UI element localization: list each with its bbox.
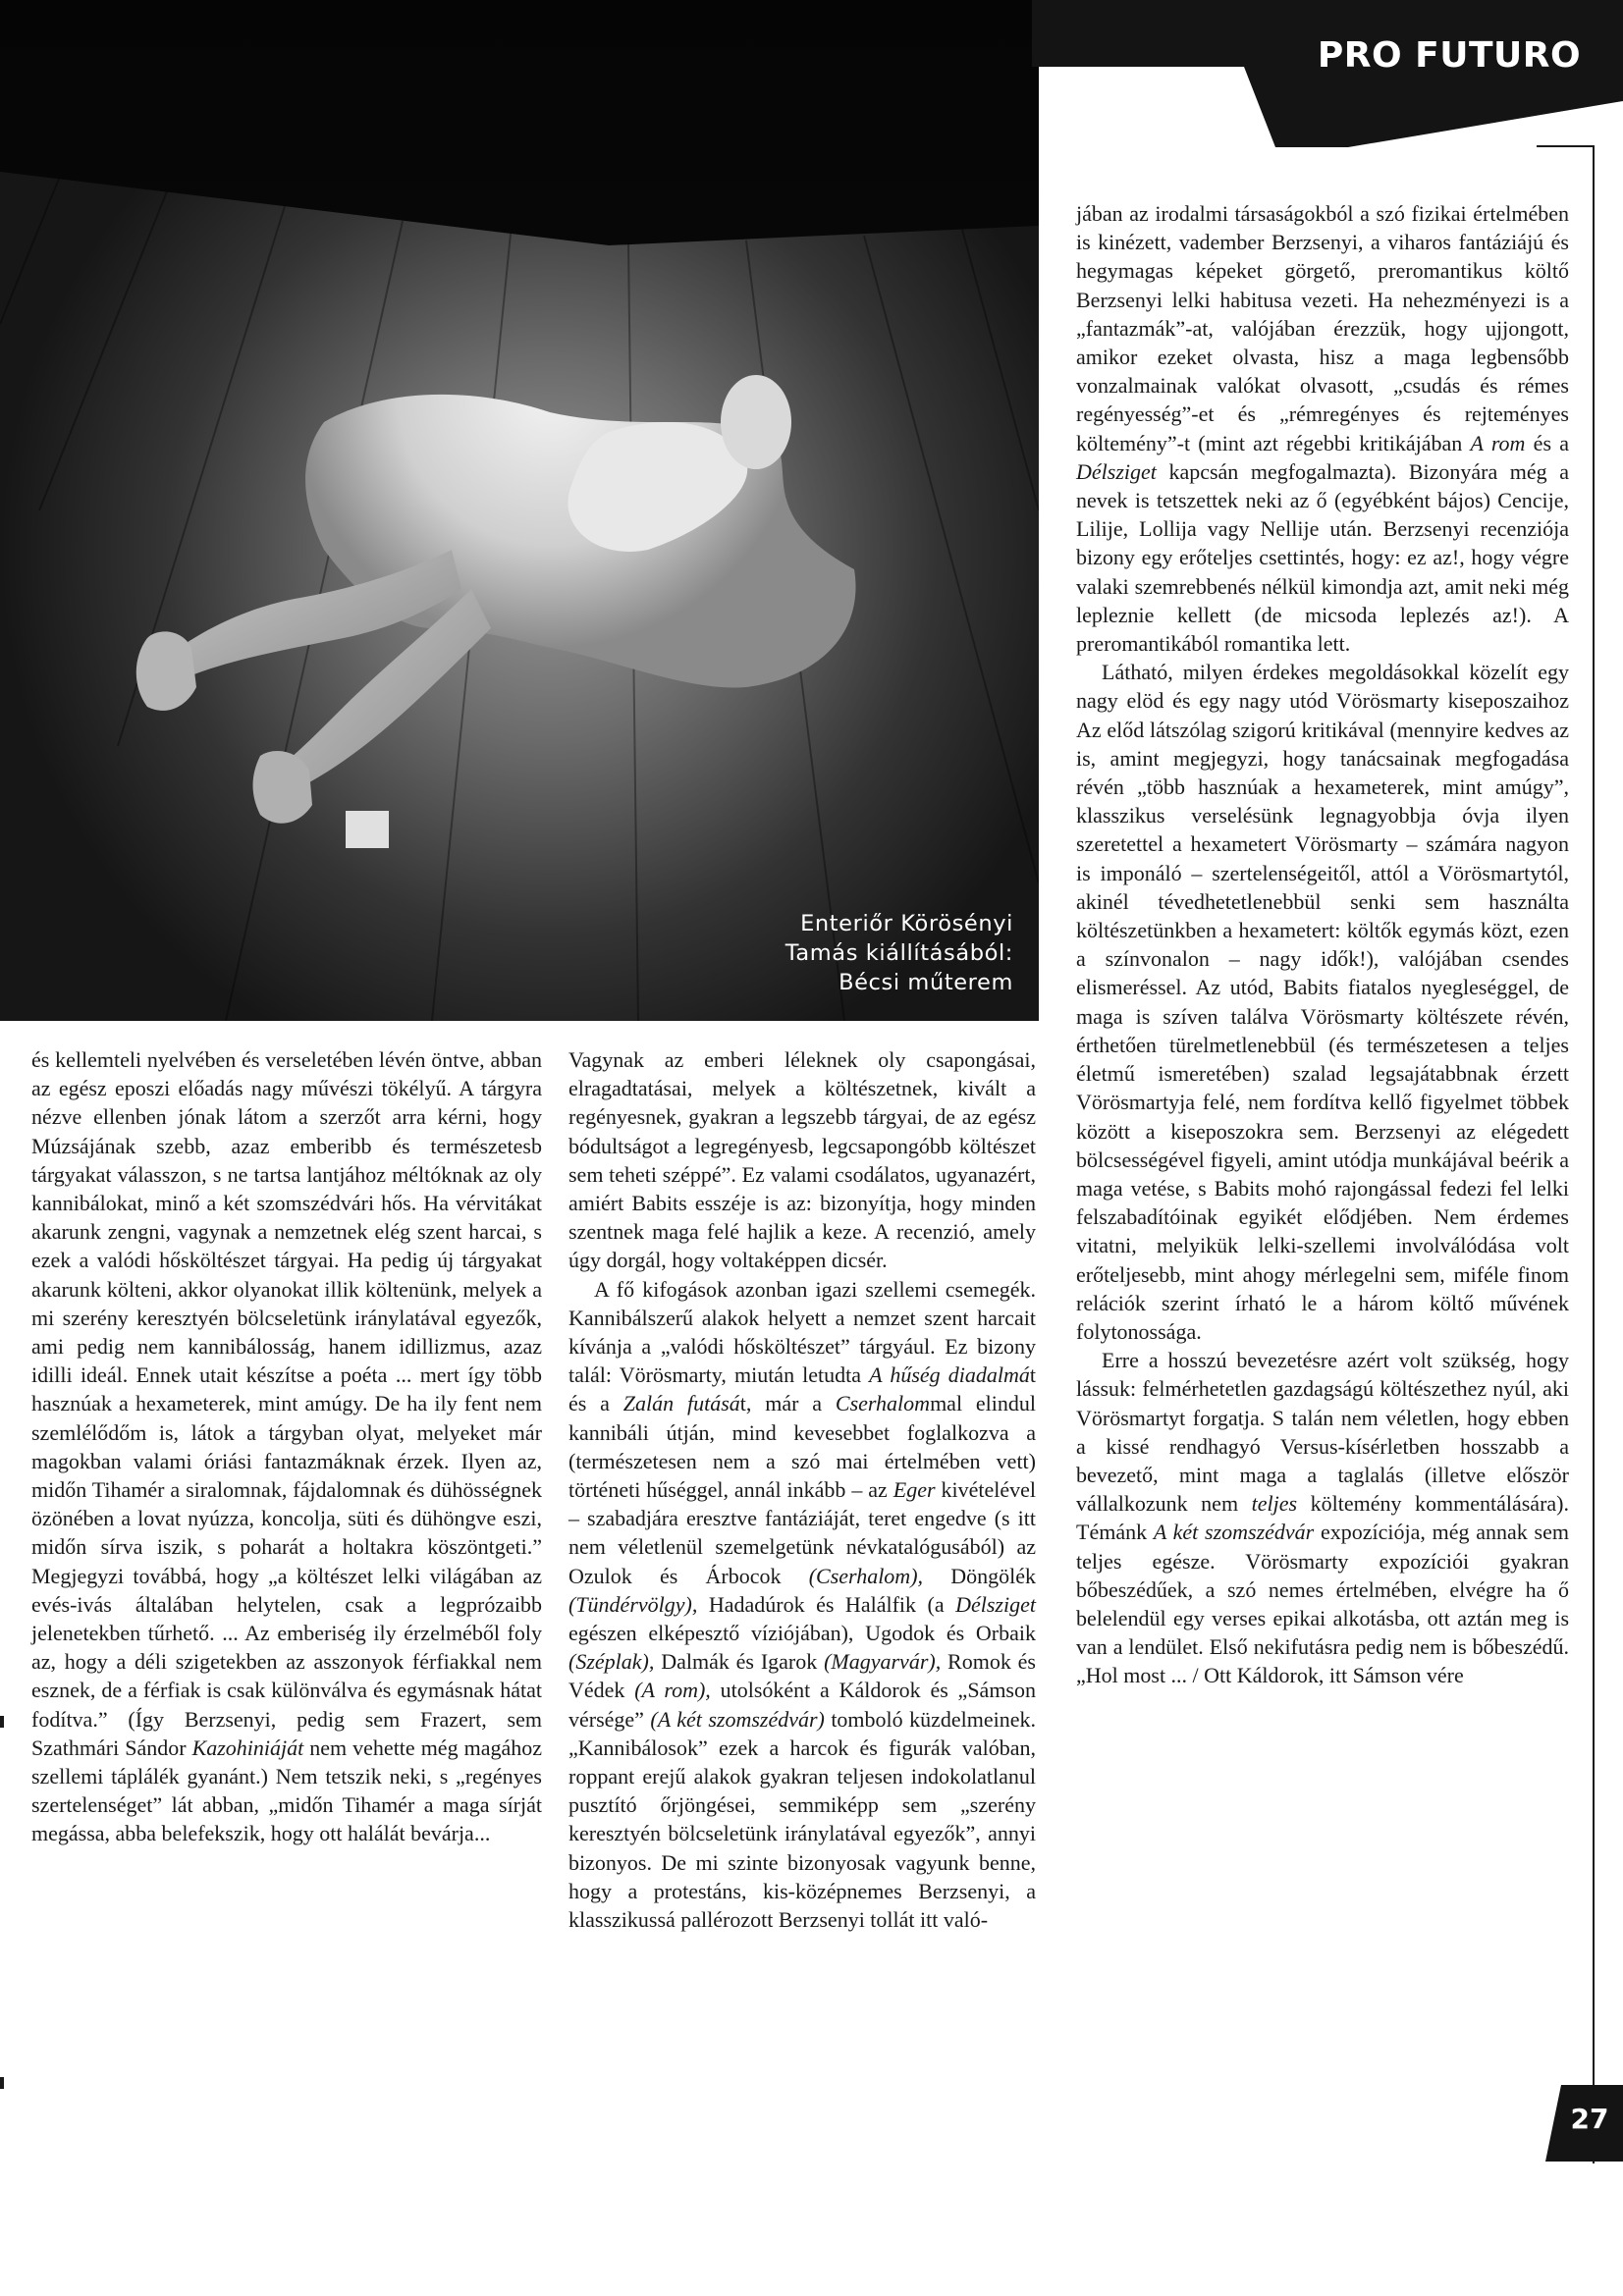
paragraph	[1076, 658, 1569, 1346]
text-run: egészen elképesztő víziójában), Ugodok és Orbaik	[568, 1621, 1036, 1646]
text-run: Látható, milyen érdekes megoldásokkal közelít egy nagy elöd és egy nagy utód Vörösmarty kiseposzaihoz Az előd látszólag szigorú kritikával (mennyire kedves az is, amint megjegyzi, hogy tanácsainak megfogadása révén „több hasznúak a hexameterek, mint amúgy”, klasszikus verselésünk legnagyobbja óvja ilyen szeretettel a hexametert Vörösmarty – számára nagyon is imponáló – szertelenségeitől, attól a Vörösmartytól, akinél tévedhetetlenebbül senki sem használta költészetünkben a hexametert: költők egymás közt, ezen a színvonalon – nagy idők!), valójában csendes elismeréssel. Az utód, Babits fiatalos nyegleséggel, de maga is szíven találva Vörösmarty költészete révén, érthetően türelmetlenebbül (és természetesen a teljes életmű ismeretében) szalad legsajátabbnak érzett Vörösmartyja felé, nem fordítva kellő figyelmet többek között a kiseposzokra sem. Berzsenyi az elégedett bölcsességével figyeli, amint utódja munkájával beérik a maga vetése, s Babits mohó rajongással fedezi fel lelki felszabadítóinak egyikét elődjében. Nem érdemes vitatni, melyikük lelki-szellemi involválódása volt erőteljesebb, mint ahogy mérlegelni sem, miféle finom relációk szerint írható le a három költő művének folytonossága.	[1076, 660, 1569, 1344]
text-run: Hadadúrok és Halálfik (a	[697, 1591, 956, 1617]
text-run: Vagynak az emberi léleknek oly csapongásai, elragadtatásai, melyek a költészetnek, kivált a regényesnek, gyakran a legszebb tárgyai, de az egész bódultságot a legregényesb, legcsapongóbb költészet sem teheti széppé”. Ez valami csodálatos, ugyanazért, amiért Babits esszéje is az: bizonyítja, hogy minden szentnek maga felé hajlik a keze. A recenzió, amely úgy dorgál, hogy voltaképpen dicsér.	[568, 1047, 1036, 1273]
caption-line: Tamás kiállításából:	[784, 940, 1013, 966]
caption-line: Enteriőr Körösényi	[800, 911, 1013, 936]
text-run: tomboló küzdelmeinek. „Kannibálosok” ezek a harcok és figurák valóban, roppant erejű alakok gyakran teljesen indokolatlanul pusztító őrjöngései, semmiképp sem „szerény keresztyén bölcseletünk iránylatával egyezők”, annyi bizonyos. De mi szinte bizonyosak vagyunk benne, hogy a protestáns, kis-középnemes Berzsenyi, a klasszikussá pallérozott Berzsenyi tollát itt való-	[568, 1706, 1037, 1933]
photo-caption	[785, 909, 1013, 997]
text-run: jában az irodalmi társaságokból a szó fizikai értelmében is kinézett, vadember Berzsenyi, a viharos fantáziájú és hegymagas képeket görgető, preromantikus költő Berzsenyi lelki habitusa vezeti. Ha nehezményezi is a „fantazmák”-at, valójában érezzük, hogy ujjongott, amikor ezeket olvasta, hisz a maga legbensőbb vonzalmainak valókat olvasott, „csudás és rémes regényesség”-et és „rémregényes és rejteményes költemény”-t (mint azt régebbi kritikájában	[1076, 201, 1569, 455]
text-column-3	[1076, 199, 1569, 1690]
paragraph	[1076, 199, 1569, 658]
exhibition-photo	[0, 0, 1039, 1021]
italic-title: A két szomszédvár	[1153, 1520, 1315, 1545]
italic-title: (A két szomszédvár)	[650, 1706, 825, 1732]
paragraph	[568, 1275, 1036, 1935]
text-column-2	[568, 1045, 1036, 1934]
margin-rule-top	[1537, 145, 1595, 147]
text-run: költemény kommentálására). Témánk	[1076, 1491, 1569, 1545]
text-run: Erre a hosszú bevezetésre azért volt szükség, hogy lássuk: felmérhetetlen gazdagságú költészethez nyúl, aki Vörösmartyt forgatja. S talán nem véletlen, hogy ebben a kissé rendhagyó Versus-kísérletben hosszabb a bevezető, mint maga a taglalás (illetve először vállalkozunk nem	[1076, 1348, 1569, 1517]
paragraph	[568, 1045, 1036, 1275]
paragraph	[1076, 1346, 1569, 1689]
margin-rule-right	[1593, 145, 1595, 2163]
text-run: expozíciója, még annak sem teljes egésze. Vörösmarty expozíciói gyakran bőbeszédűek, a szó nemes értelmében, elvégre ha ő belelendül egy verses epikai alkotásba, ott aztán meg is van a lendület. Első nekifutásra pedig nem is bőbeszédű. „Hol most ... / Ott Káldorok, itt Sámson vére	[1076, 1520, 1569, 1688]
italic-title: A rom	[1470, 430, 1526, 455]
italic-title: (Magyarvár),	[824, 1649, 942, 1675]
italic-title: (Széplak),	[568, 1649, 655, 1675]
margin-tick	[0, 1716, 4, 1728]
text-run: utolsóként a Káldorok és „Sámson vérsége”	[568, 1678, 1036, 1732]
section-label: PRO FUTURO	[1317, 35, 1582, 76]
italic-title: A hűség diadalmá	[869, 1362, 1030, 1388]
italic-title: (Tündérvölgy),	[568, 1591, 698, 1617]
text-run: t és a	[568, 1362, 1037, 1416]
text-run: kivételével – szabadjára eresztve fantáziáját, teret engedve (s itt nem véletlenül szemelgetünk névkatalógusából) az Ozulok és Árbocok	[568, 1477, 1036, 1588]
text-run: és kellemteli nyelvében és verseletében lévén öntve, abban az egész eposzi előadás nagy művészi tökélyű. A tárgyra nézve ellenben jónak látom a szerzőt arra kérni, hogy Múzsájának szebb, azaz emberibb és természetesb tárgyakat válasszon, s ne tartsa lantjához méltóknak az oly kannibálokat, minő a két szomszédvári hős. Ha vérvitákat akarunk zengni, vagynak a nemzetnek elég szent harcai, s ezek a valódi hősköltészet tárgyai. Ha pedig új tárgyakat akarunk költeni, akkor olyanokat illik költenünk, melyek a mi szerény keresztyén bölcseletünk iránylatával egyezők, ami pedig nem kannibálosság, hanem idillizmus, azaz idilli ideál. Ennek utait készítse a poéta ... mert így több hasznúak a hexameterek, mint amúgy. De ha ily fent nem szemlélődőm is, látok a tárgyban olyat, melyeket már magokban valami óriási fantazmáknak érzek. Ilyen az, midőn Tihamér a siralomnak, fájdalomnak és dühösségnek özönében a lovat nyúzza, koncolja, süti és dühöngve eszi, midőn sírva iszik, s poharát a holtakra köszöntgeti.” Megjegyzi továbbá, hogy „a költészet lelki világában az evés-ivás általában helytelen, csak a legprózaibb jelenetekben tűrhető. ... Az emberiség ily érzelméből foly az, hogy a déli szigetekben az asszonyok férfiakkal nem esznek, de a férfiak is csak különválva és egymásnak hátat fodítva.” (Így Berzsenyi, pedig sem Frazert, sem Szathmári Sándor	[31, 1047, 542, 1760]
italic-title: Kazohiniáját	[191, 1735, 304, 1760]
text-run: t, már a	[739, 1391, 836, 1416]
italic-title: (A rom),	[634, 1678, 711, 1703]
italic-title: Délsziget	[955, 1591, 1036, 1617]
italic-title: Zalán futásá	[622, 1391, 740, 1416]
text-run: A fő kifogások azonban igazi szellemi csemegék. Kannibálszerű alakok helyett a nemzet szent harcait kívánja a „valódi hősköltészet” tárgyául. Ez bizony talál: Vörösmarty, miután letudta	[568, 1276, 1036, 1388]
italic-title: Délsziget	[1076, 458, 1157, 484]
text-run: nem vehette még magához szellemi táplálék gyanánt.) Nem tetszik neki, s „regényes szertelenséget” lát abban, „midőn Tihamér a maga sírját megássa, abba belefekszik, hogy ott halálát bevárja...	[31, 1735, 542, 1846]
caption-line: Bécsi műterem	[839, 970, 1013, 995]
italic-title: (Cserhalom),	[808, 1563, 924, 1588]
wall-label	[346, 811, 389, 848]
text-run: Romok és Védek	[568, 1649, 1036, 1703]
page-number-badge	[1545, 2085, 1623, 2162]
italic-title: teljes	[1251, 1491, 1298, 1517]
italic-title: Cserhalom	[835, 1391, 931, 1416]
italic-title: Eger	[893, 1477, 936, 1503]
margin-tick	[0, 2077, 4, 2089]
text-column-1	[31, 1045, 542, 1848]
paragraph	[31, 1045, 542, 1848]
page-number: 27	[1570, 2103, 1609, 2135]
text-run: Dalmák és Igarok	[654, 1649, 825, 1675]
text-run: mal elindul kannibáli útján, mind kevesebbet foglalkozva a (természetesen nem a szó mai értelmében vett) történeti hűséggel, annál inkább – az	[568, 1391, 1036, 1503]
text-run: kapcsán megfogalmazta). Bizonyára még a nevek is tetszettek neki az ő (egyébként bájos) Cencije, Lilije, Lollija vagy Nellije után. Berzsenyi recenziója bizony egy erőteljes csettintés, hogy: ez az!, hogy végre valaki szemrebbenés nélkül kimondja azt, amit neki még lepleznie kellett (de micsoda leplezés az!). A preromantikából romantika lett.	[1076, 458, 1569, 657]
text-run: és a	[1525, 430, 1569, 455]
text-run: Döngölék	[923, 1563, 1037, 1588]
